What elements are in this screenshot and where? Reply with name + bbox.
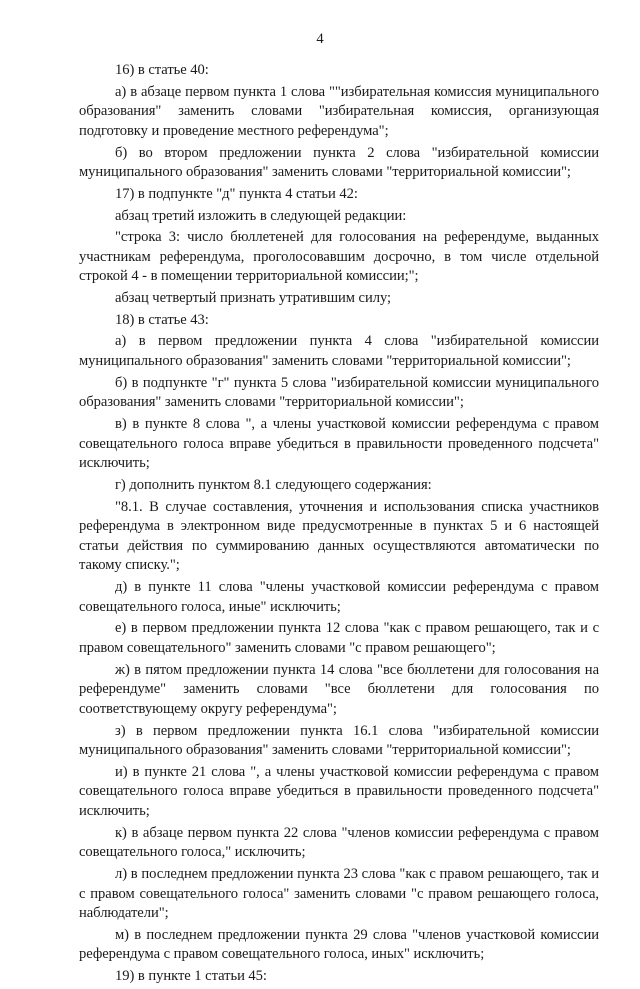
document-paragraph: и) в пункте 21 слова ", а члены участковой комиссии референдума с правом совещательного голоса вправе убедиться в правильности проведенного подсчета" исключить; [79,763,599,819]
document-paragraph: б) во втором предложении пункта 2 слова "избирательной комиссии муниципального образования" заменить словами "территориальной комиссии"; [79,144,599,181]
page-number: 4 [316,31,324,47]
document-paragraph: "строка 3: число бюллетеней для голосования на референдуме, выданных участникам референдума, проголосовавшим досрочно, в том числе отдельной строкой 4 - в помещении территориальной комиссии;"; [79,229,599,285]
document-paragraph: абзац четвертый признать утратившим силу; [115,290,392,307]
document-paragraph: 17) в подпункте "д" пункта 4 статьи 42: [115,185,358,202]
document-paragraph: е) в первом предложении пункта 12 слова "как с правом решающего, так и с правом совещательного" заменить словами "с правом решающего"; [79,620,599,656]
document-paragraph: б) в подпункте "г" пункта 5 слова "избирательной комиссии муниципального образования" заменить словами "территориальной комиссии"; [79,374,599,411]
document-paragraph: абзац третий изложить в следующей редакции: [115,207,407,224]
document-paragraph: д) в пункте 11 слова "члены участковой комиссии референдума с правом совещательного голоса, иные" исключить; [79,579,599,615]
document-body [79,61,599,989]
document-paragraph: к) в абзаце первом пункта 22 слова "членов комиссии референдума с правом совещательного голоса," исключить; [79,824,599,861]
document-paragraph: "8.1. В случае составления, уточнения и использования списка участников референдума в электронном виде предусмотренные в пунктах 5 и 6 настоящей статьи действия по суммированию данных осуществляются автоматически по такому списку."; [79,498,599,574]
document-paragraph: в) в пункте 8 слова ", а члены участковой комиссии референдума с правом совещательного голоса вправе убедиться в правильности проведенного подсчета" исключить; [79,416,599,472]
document-paragraph: з) в первом предложении пункта 16.1 слова "избирательной комиссии муниципального образования" заменить словами "территориальной комиссии"; [79,722,599,759]
document-paragraph: м) в последнем предложении пункта 29 слова "членов участковой комиссии референдума с правом совещательного голоса, иных" исключить; [79,926,599,963]
document-paragraph: ж) в пятом предложении пункта 14 слова "все бюллетени для голосования на референдуме" заменить словами "все бюллетени для голосования по соответствующему округу референдума"; [79,661,599,717]
document-paragraph: 18) в статье 43: [115,311,209,328]
document-paragraph: 16) в статье 40: [115,62,209,78]
document-paragraph: л) в последнем предложении пункта 23 слова "как с правом решающего, так и с правом совещательного голоса" заменить словами "с правом решающего голоса, наблюдатели"; [79,865,599,922]
document-paragraph: г) дополнить пунктом 8.1 следующего содержания: [115,476,432,493]
document-paragraph: а) в первом предложении пункта 4 слова "избирательной комиссии муниципального образования" заменить словами "территориальной комиссии"; [79,333,599,370]
document-paragraph: 19) в пункте 1 статьи 45: [115,968,267,985]
document-paragraph: а) в абзаце первом пункта 1 слова ""избирательная комиссия муниципального образования" заменить словами "избирательная комиссия, организующая подготовку и проведение местного референдума"; [79,83,599,139]
